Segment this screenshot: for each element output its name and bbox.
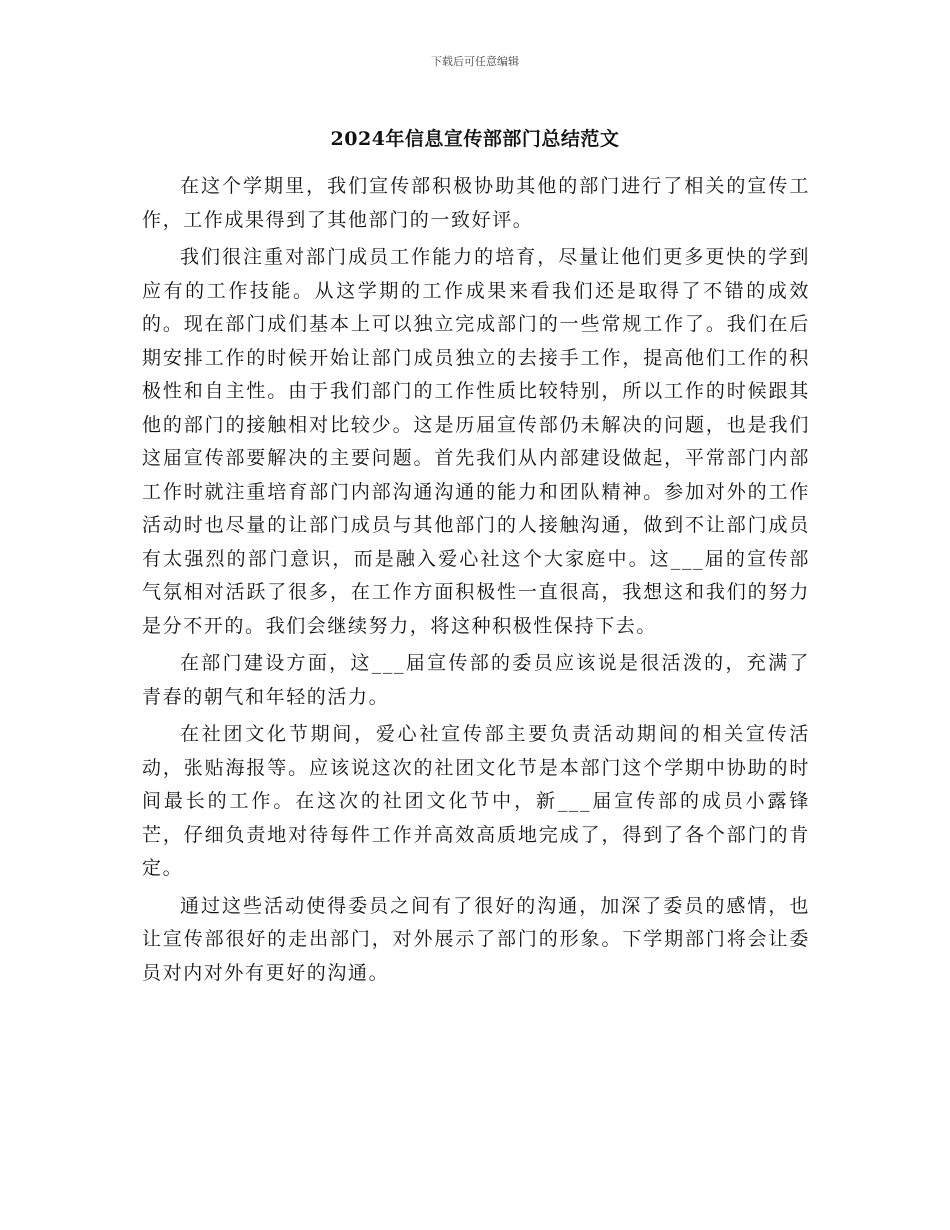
paragraph: 在这个学期里，我们宣传部积极协助其他的部门进行了相关的宣传工作，工作成果得到了其他部门的一致好评。 xyxy=(142,175,810,231)
document-title: 2024年信息宣传部部门总结范文 xyxy=(330,128,620,150)
paragraph: 在部门建设方面，这___届宣传部的委员应该说是很活泼的，充满了青春的朝气和年轻的活力。 xyxy=(142,652,810,708)
header-note: 下载后可任意编辑 xyxy=(431,55,519,68)
paragraph: 在社团文化节期间，爱心社宣传部主要负责活动期间的相关宣传活动，张贴海报等。应该说这次的社团文化节是本部门这个学期中协助的时间最长的工作。在这次的社团文化节中，新___届宣传部的成员小露锋芒，仔细负责地对待每件工作并高效高质地完成了，得到了各个部门的肯定。 xyxy=(142,723,810,879)
document-body xyxy=(142,170,810,994)
paragraph: 我们很注重对部门成员工作能力的培育，尽量让他们更多更快的学到应有的工作技能。从这学期的工作成果来看我们还是取得了不错的成效的。现在部门成们基本上可以独立完成部门的一些常规工作了。我们在后期安排工作的时候开始让部门成员独立的去接手工作，提高他们工作的积极性和自主性。由于我们部门的工作性质比较特别，所以工作的时候跟其他的部门的接触相对比较少。这是历届宣传部仍未解决的问题，也是我们这届宣传部要解决的主要问题。首先我们从内部建设做起，平常部门内部工作时就注重培育部门内部沟通沟通的能力和团队精神。参加对外的工作活动时也尽量的让部门成员与其他部门的人接触沟通，做到不让部门成员有太强烈的部门意识，而是融入爱心社这个大家庭中。这___届的宣传部气氛相对活跃了很多，在工作方面积极性一直很高，我想这和我们的努力是分不开的。我们会继续努力，将这种积极性保持下去。 xyxy=(142,246,810,637)
paragraph: 通过这些活动使得委员之间有了很好的沟通，加深了委员的感情，也让宣传部很好的走出部门，对外展示了部门的形象。下学期部门将会让委员对内对外有更好的沟通。 xyxy=(142,894,810,984)
